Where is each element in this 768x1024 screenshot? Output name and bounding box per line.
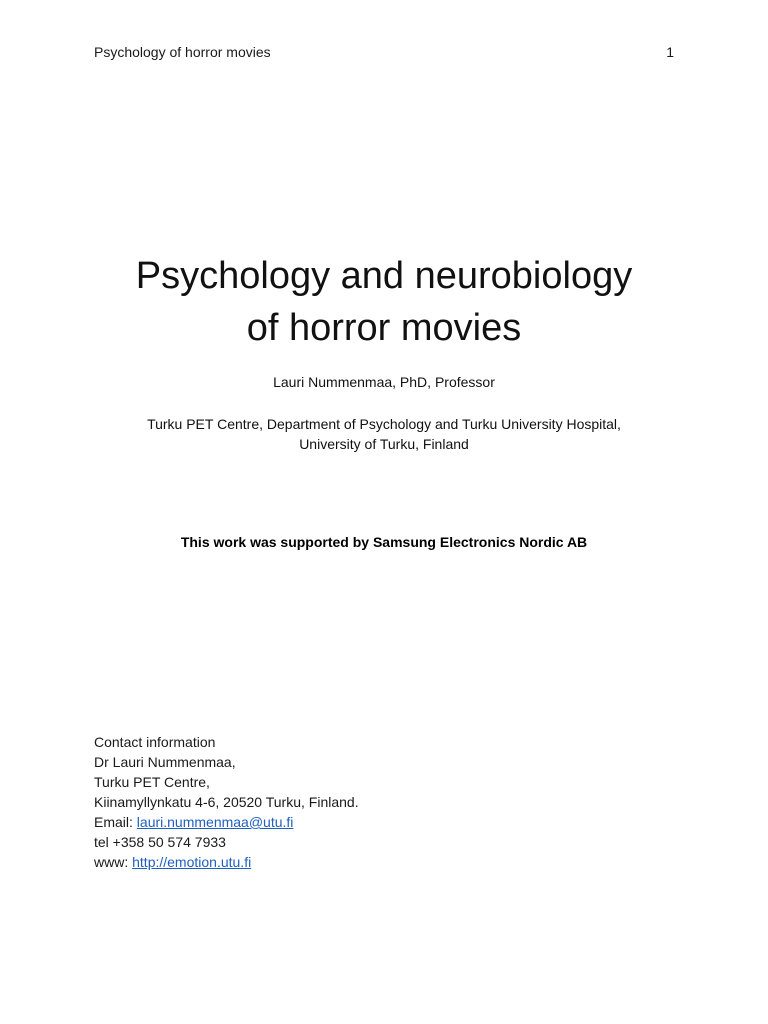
funding-statement: This work was supported by Samsung Electronics Nordic AB bbox=[180, 534, 588, 550]
running-head: Psychology of horror movies bbox=[94, 44, 271, 60]
email-label: Email: bbox=[94, 814, 137, 830]
contact-www-row bbox=[94, 852, 359, 872]
contact-block bbox=[94, 732, 359, 872]
email-link[interactable]: lauri.nummenmaa@utu.fi bbox=[136, 814, 294, 830]
contact-email-row bbox=[94, 812, 359, 832]
contact-address: Kiinamyllynkatu 4-6, 20520 Turku, Finland. bbox=[94, 794, 359, 810]
contact-org: Turku PET Centre, bbox=[94, 774, 210, 790]
contact-heading: Contact information bbox=[94, 734, 216, 750]
page-number: 1 bbox=[666, 44, 674, 60]
document-title bbox=[0, 250, 768, 354]
contact-name: Dr Lauri Nummenmaa, bbox=[94, 754, 236, 770]
website-link[interactable]: http://emotion.utu.fi bbox=[132, 854, 252, 870]
title-line-1: Psychology and neurobiology bbox=[135, 255, 633, 297]
affiliation bbox=[0, 414, 768, 454]
affiliation-line-1: Turku PET Centre, Department of Psychology and Turku University Hospital, bbox=[147, 416, 621, 432]
author-line: Lauri Nummenmaa, PhD, Professor bbox=[273, 374, 495, 390]
affiliation-line-2: University of Turku, Finland bbox=[299, 436, 469, 452]
www-label: www: bbox=[94, 854, 133, 870]
contact-tel: tel +358 50 574 7933 bbox=[94, 834, 226, 850]
title-line-2: of horror movies bbox=[246, 307, 522, 349]
